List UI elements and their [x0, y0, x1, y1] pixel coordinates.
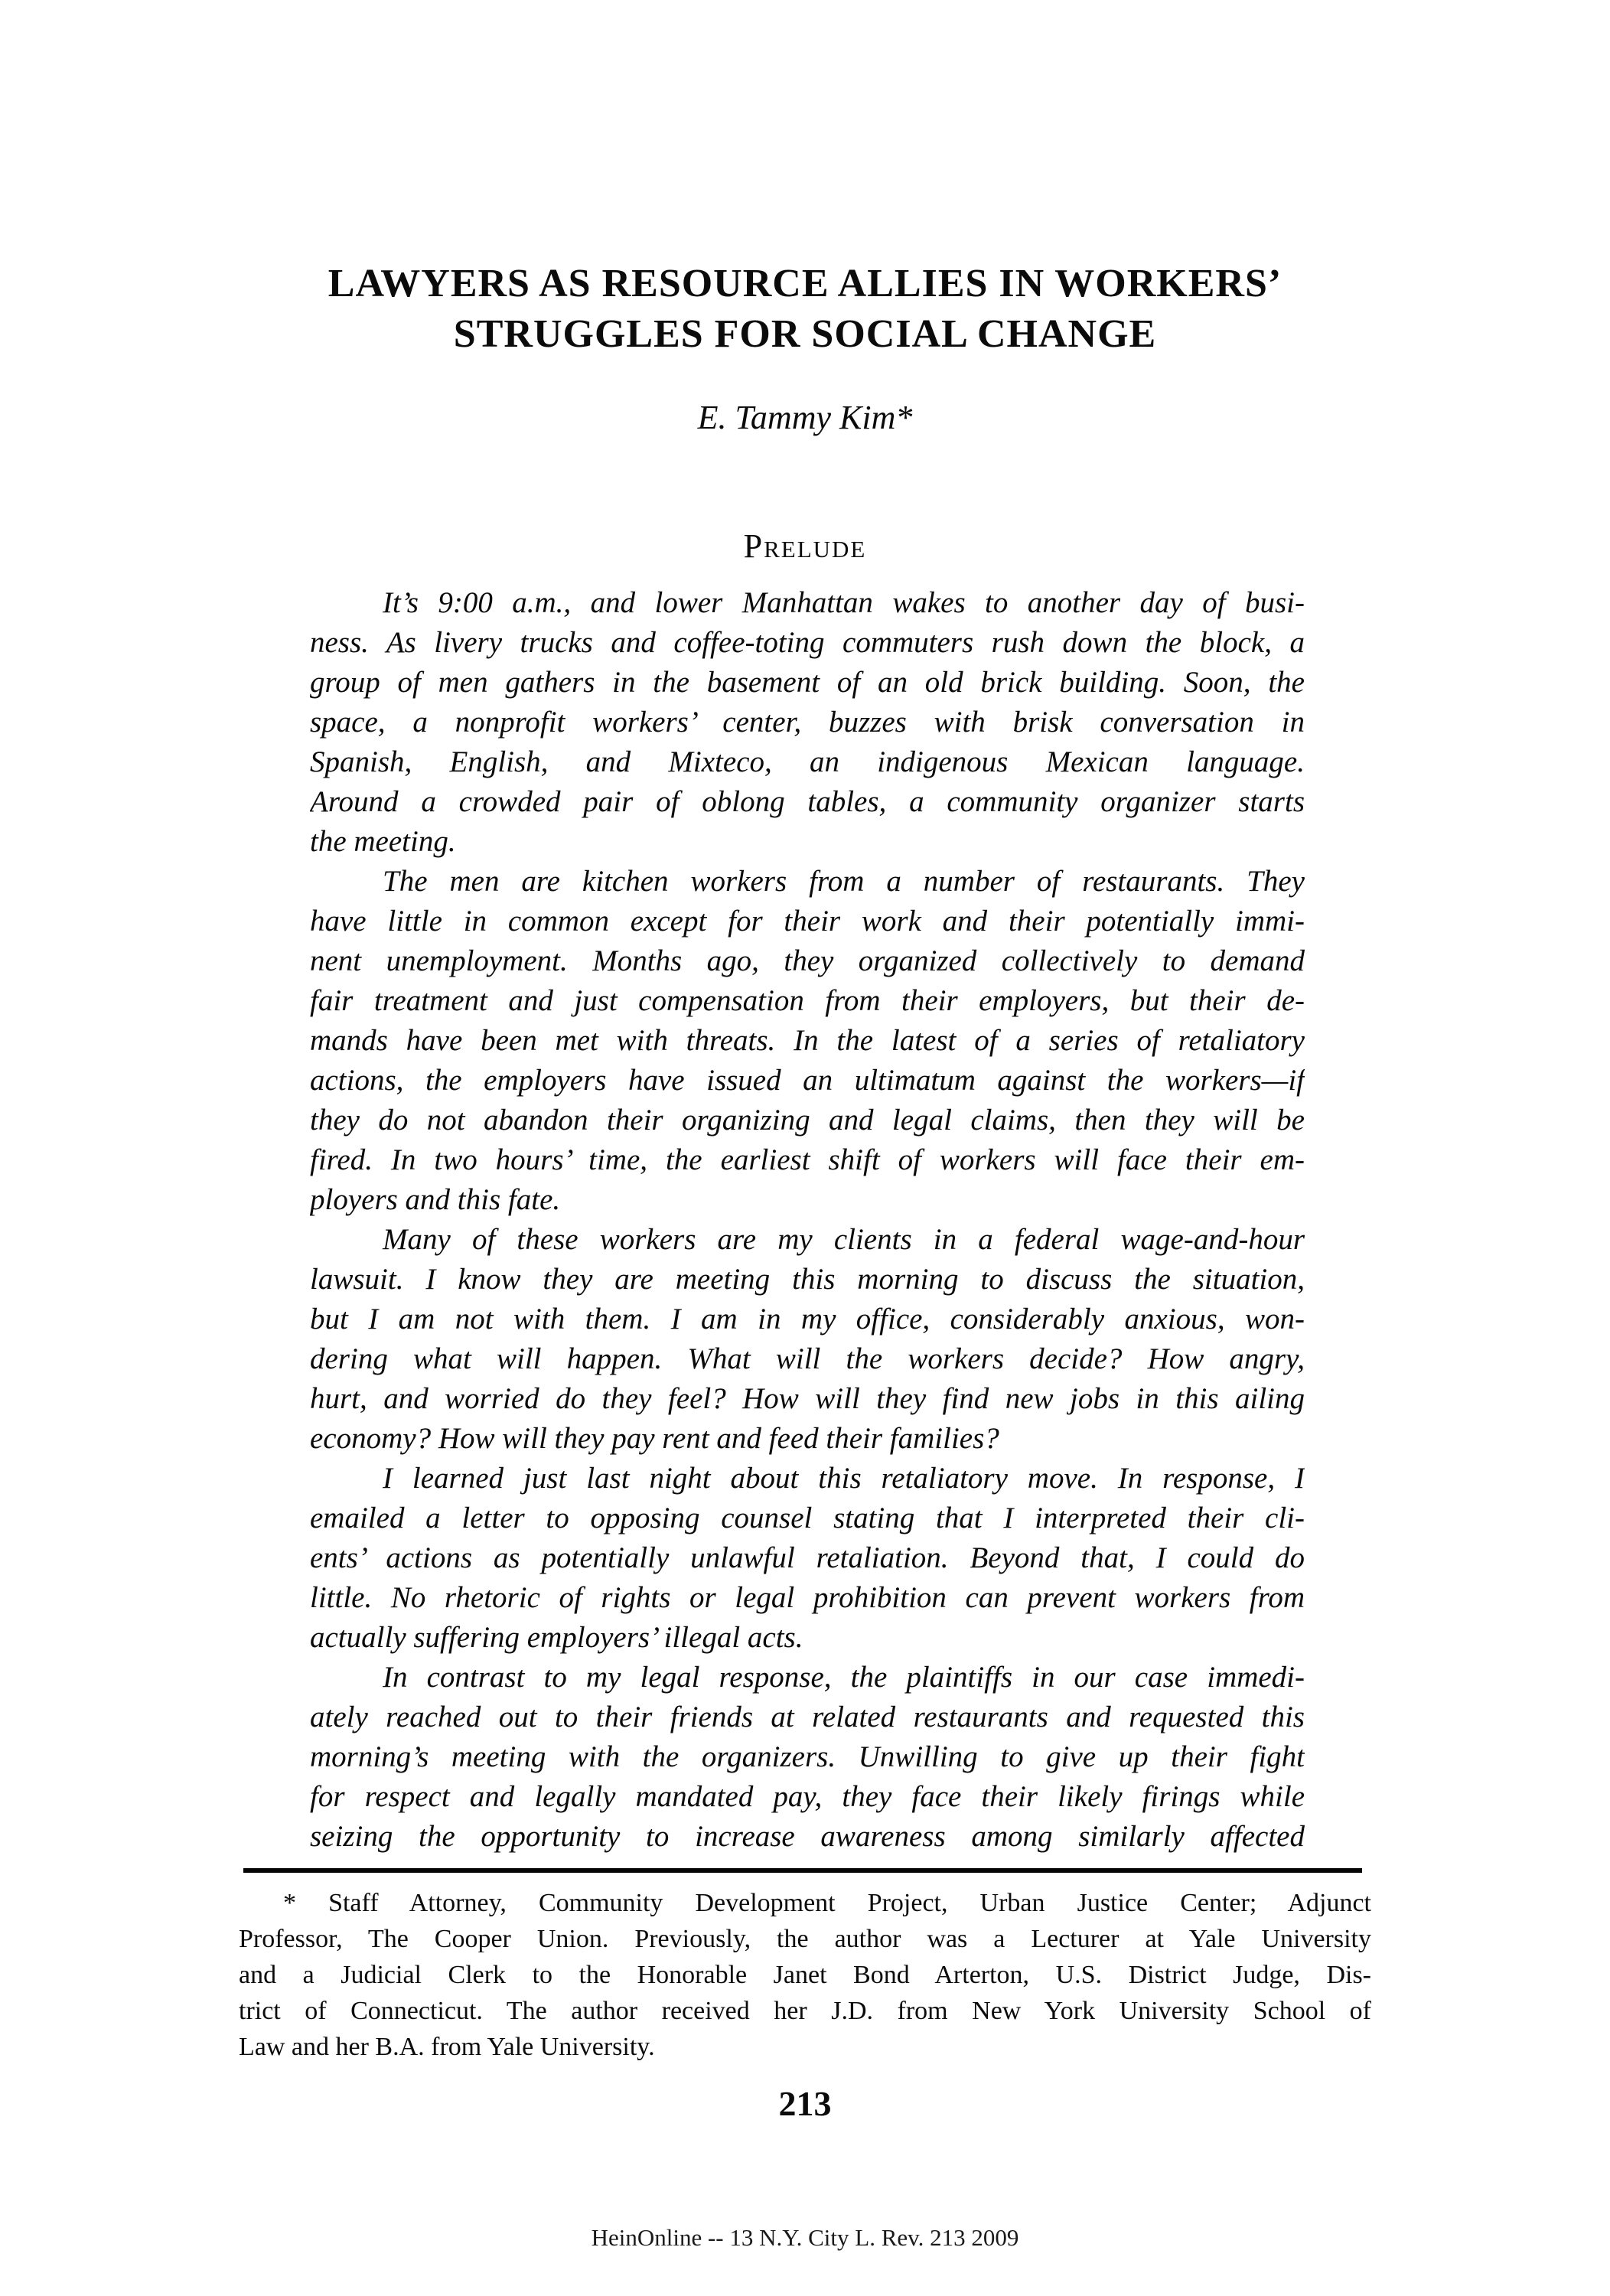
- text-line: economy? How will they pay rent and feed their families?: [310, 1422, 999, 1455]
- text-line: The men are kitchen workers from a number of restaurants. They: [383, 865, 1305, 898]
- text-line: fired. In two hours’ time, the earliest shift of workers will face their em-: [310, 1143, 1305, 1176]
- text-line: and a Judicial Clerk to the Honorable Janet Bond Arterton, U.S. District Judge, Dis-: [239, 1961, 1371, 1989]
- text-line: In contrast to my legal response, the plaintiffs in our case immedi-: [383, 1661, 1305, 1694]
- text-line: for respect and legally mandated pay, they face their likely firings while: [310, 1780, 1305, 1813]
- text-line: Professor, The Cooper Union. Previously, the author was a Lecturer at Yale University: [239, 1925, 1371, 1953]
- text-line: I learned just last night about this retaliatory move. In response, I: [383, 1462, 1305, 1495]
- text-line: Around a crowded pair of oblong tables, a community organizer starts: [310, 785, 1305, 818]
- page-number: 213: [778, 2084, 832, 2123]
- text-line: space, a nonprofit workers’ center, buzzes with brisk conversation in: [310, 706, 1305, 739]
- text-line: trict of Connecticut. The author received her J.D. from New York University School of: [239, 1997, 1371, 2025]
- text-line: hurt, and worried do they feel? How will they find new jobs in this ailing: [310, 1382, 1305, 1415]
- text-line: they do not abandon their organizing and legal claims, then they will be: [310, 1104, 1305, 1137]
- text-line: emailed a letter to opposing counsel stating that I interpreted their cli-: [310, 1502, 1305, 1534]
- text-line: but I am not with them. I am in my office, considerably anxious, won-: [310, 1303, 1305, 1336]
- text-line: morning’s meeting with the organizers. Unwilling to give up their fight: [310, 1740, 1305, 1773]
- body-paragraph: [310, 1459, 1305, 1658]
- body-paragraph: [310, 1220, 1305, 1459]
- footnote-separator: [243, 1868, 1362, 1873]
- text-line: actions, the employers have issued an ultimatum against the workers—if: [310, 1064, 1305, 1097]
- footnote: [239, 1885, 1371, 2065]
- article-title-line-1: LAWYERS AS RESOURCE ALLIES IN WORKERS’: [328, 262, 1282, 305]
- body-text: [310, 583, 1305, 1857]
- body-paragraph: [310, 583, 1305, 862]
- text-line: fair treatment and just compensation from their employers, but their de-: [310, 984, 1305, 1017]
- text-line: ents’ actions as potentially unlawful retaliation. Beyond that, I could do: [310, 1541, 1305, 1574]
- text-line: Spanish, English, and Mixteco, an indigenous Mexican language.: [310, 745, 1305, 778]
- text-line: little. No rhetoric of rights or legal prohibition can prevent workers from: [310, 1581, 1305, 1614]
- text-line: actually suffering employers’ illegal acts.: [310, 1621, 803, 1654]
- text-line: ately reached out to their friends at related restaurants and requested this: [310, 1701, 1305, 1733]
- text-line: Law and her B.A. from Yale University.: [239, 2033, 655, 2061]
- text-line: nent unemployment. Months ago, they organized collectively to demand: [310, 944, 1305, 977]
- body-paragraph: [310, 862, 1305, 1220]
- article-title-line-2: STRUGGLES FOR SOCIAL CHANGE: [453, 312, 1157, 356]
- text-line: group of men gathers in the basement of an old brick building. Soon, the: [310, 666, 1305, 699]
- body-paragraph: [310, 1658, 1305, 1857]
- text-line: It’s 9:00 a.m., and lower Manhattan wakes to another day of busi-: [383, 586, 1305, 619]
- author-byline: E. Tammy Kim*: [697, 399, 913, 436]
- text-line: lawsuit. I know they are meeting this morning to discuss the situation,: [310, 1263, 1305, 1296]
- article-title: [231, 259, 1379, 360]
- text-line: seizing the opportunity to increase awareness among similarly affected: [310, 1820, 1305, 1853]
- text-line: the meeting.: [310, 825, 456, 858]
- text-line: ployers and this fate.: [310, 1183, 561, 1216]
- text-line: dering what will happen. What will the workers decide? How angry,: [310, 1342, 1305, 1375]
- text-line: * Staff Attorney, Community Development Project, Urban Justice Center; Adjunct: [283, 1889, 1371, 1917]
- section-heading-prelude: Prelude: [743, 527, 867, 565]
- text-line: mands have been met with threats. In the latest of a series of retaliatory: [310, 1024, 1305, 1057]
- text-line: Many of these workers are my clients in a federal wage-and-hour: [383, 1223, 1305, 1256]
- text-line: ness. As livery trucks and coffee-toting commuters rush down the block, a: [310, 626, 1305, 659]
- text-line: have little in common except for their work and their potentially immi-: [310, 905, 1305, 938]
- heinonline-citation-footer: HeinOnline -- 13 N.Y. City L. Rev. 213 2009: [591, 2224, 1019, 2251]
